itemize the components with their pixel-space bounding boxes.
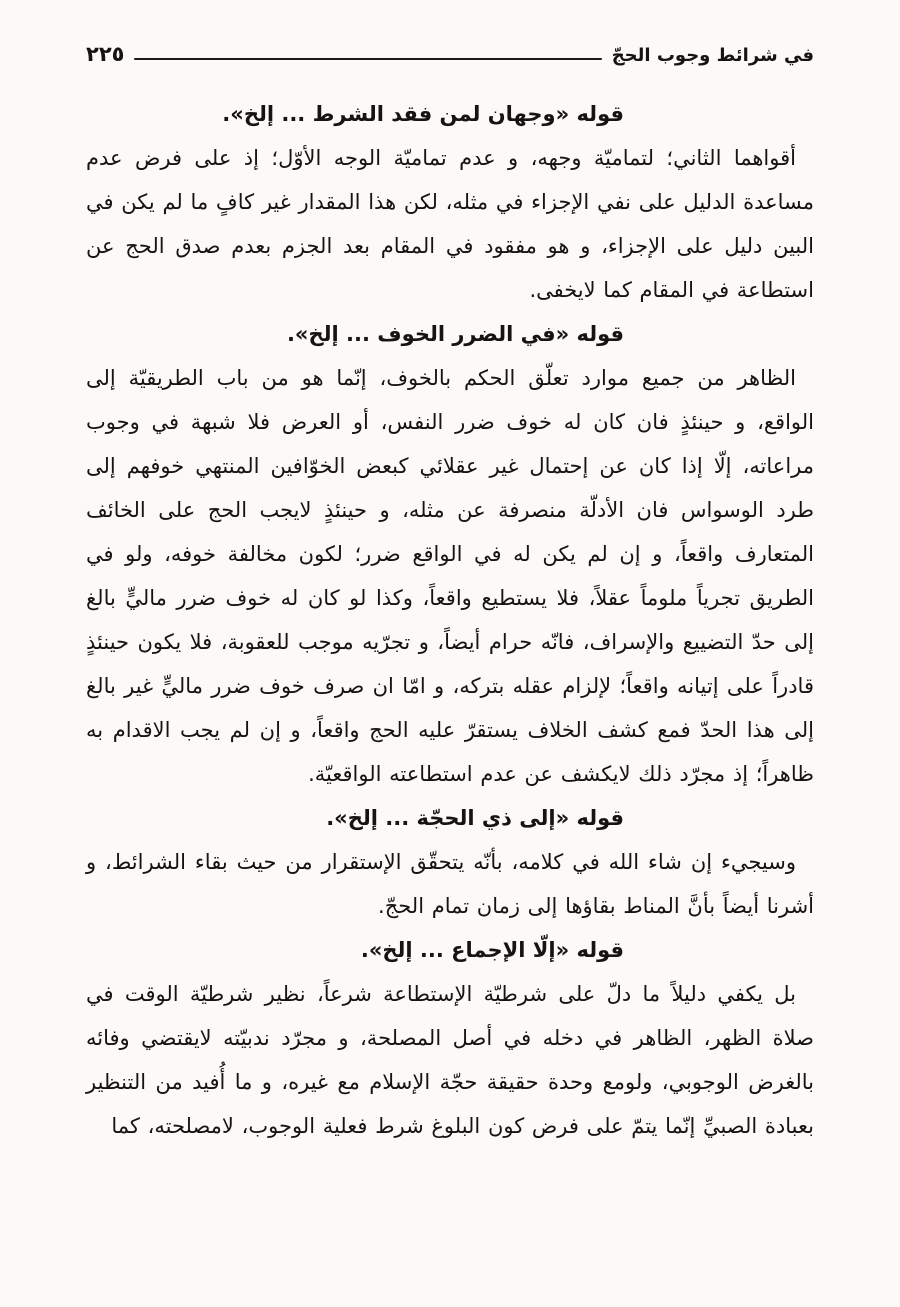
section-paragraph-3: وسيجيء إن شاء الله في كلامه، بأنّه يتحقّق الإستقرار من حيث بقاء الشرائط، و أشرنا أيضاً بأنَّ المناط بقاؤها إلى زمان تمام الحجّ. [86,850,814,918]
section-heading-2: قوله «في الضرر الخوف ... إلخ». [286,322,624,346]
section-paragraph-2: الظاهر من جميع موارد تعلّق الحكم بالخوف، إنّما هو من باب الطريقيّة إلى الواقع، و حينئذٍ فان كان له خوف ضرر النفس، أو العرض فلا شبهة في وجوب مراعاته، إلّا إذا كان عن إحتمال غير عقلائي كبعض الخوّافين المنتهي خوفهم إلى طرد الوسواس فان الأدلّة منصرفة عن مثله، و حينئذٍ لايجب الحج على الخائف المتعارف واقعاً، و إن لم يكن له في الواقع ضرر؛ لكون مخالفة خوفه، ولو في الطريق تجرياً ملوماً عقلاً، فلا يستطيع واقعاً، وكذا لو كان له خوف ضرر ماليٍّ بالغ إلى حدّ التضييع والإسراف، فانّه حرام أيضاً، و تجرّيه موجب للعقوبة، فلا يكون حينئذٍ قادراً على إتيانه واقعاً؛ لإلزام عقله بتركه، و امّا ان صرف خوف ضرر ماليٍّ غير بالغ إلى هذا الحدّ فمع كشف الخلاف يستقرّ عليه الحج واقعاً، و إن لم يجب الاقدام به ظاهراً؛ إذ مجرّد ذلك لايكشف عن عدم استطاعته الواقعيّة. [86,366,814,786]
section-heading-4: قوله «إلّا الإجماع ... إلخ». [360,938,624,962]
section-paragraph-1: أقواهما الثاني؛ لتماميّة وجهه، و عدم تماميّة الوجه الأوّل؛ إذ على فرض عدم مساعدة الدليل على نفي الإجزاء في مثله، لكن هذا المقدار غير كافٍ ما لم يكن في البين دليل على الإجزاء، و هو مفقود في المقام بعد الجزم بعدم صدق الحج عن استطاعة في المقام كما لايخفى. [86,146,814,302]
section-paragraph-4: بل يكفي دليلاً ما دلّ على شرطيّة الإستطاعة شرعاً، نظير شرطيّة الوقت في صلاة الظهر، الظاهر في دخله في أصل المصلحة، و مجرّد ندبيّته لايقتضي وفائه بالغرض الوجوبي، ولومع وحدة حقيقة حجّة الإسلام مع غيره، و ما أُفيد من التنظير بعبادة الصبيِّ إنّما يتمّ على فرض كون البلوغ شرط فعلية الوجوب، لامصلحته، كما [86,982,814,1138]
page-body [86,92,814,1148]
page-header [86,42,814,66]
section-heading-3: قوله «إلى ذي الحجّة ... إلخ». [326,806,624,830]
header-rule [134,58,601,60]
running-title: في شرائط وجوب الحجّ [611,45,814,66]
section-heading-1: قوله «وجهان لمن فقد الشرط ... إلخ». [222,102,624,126]
page-number: ٢٢٥ [86,42,125,66]
